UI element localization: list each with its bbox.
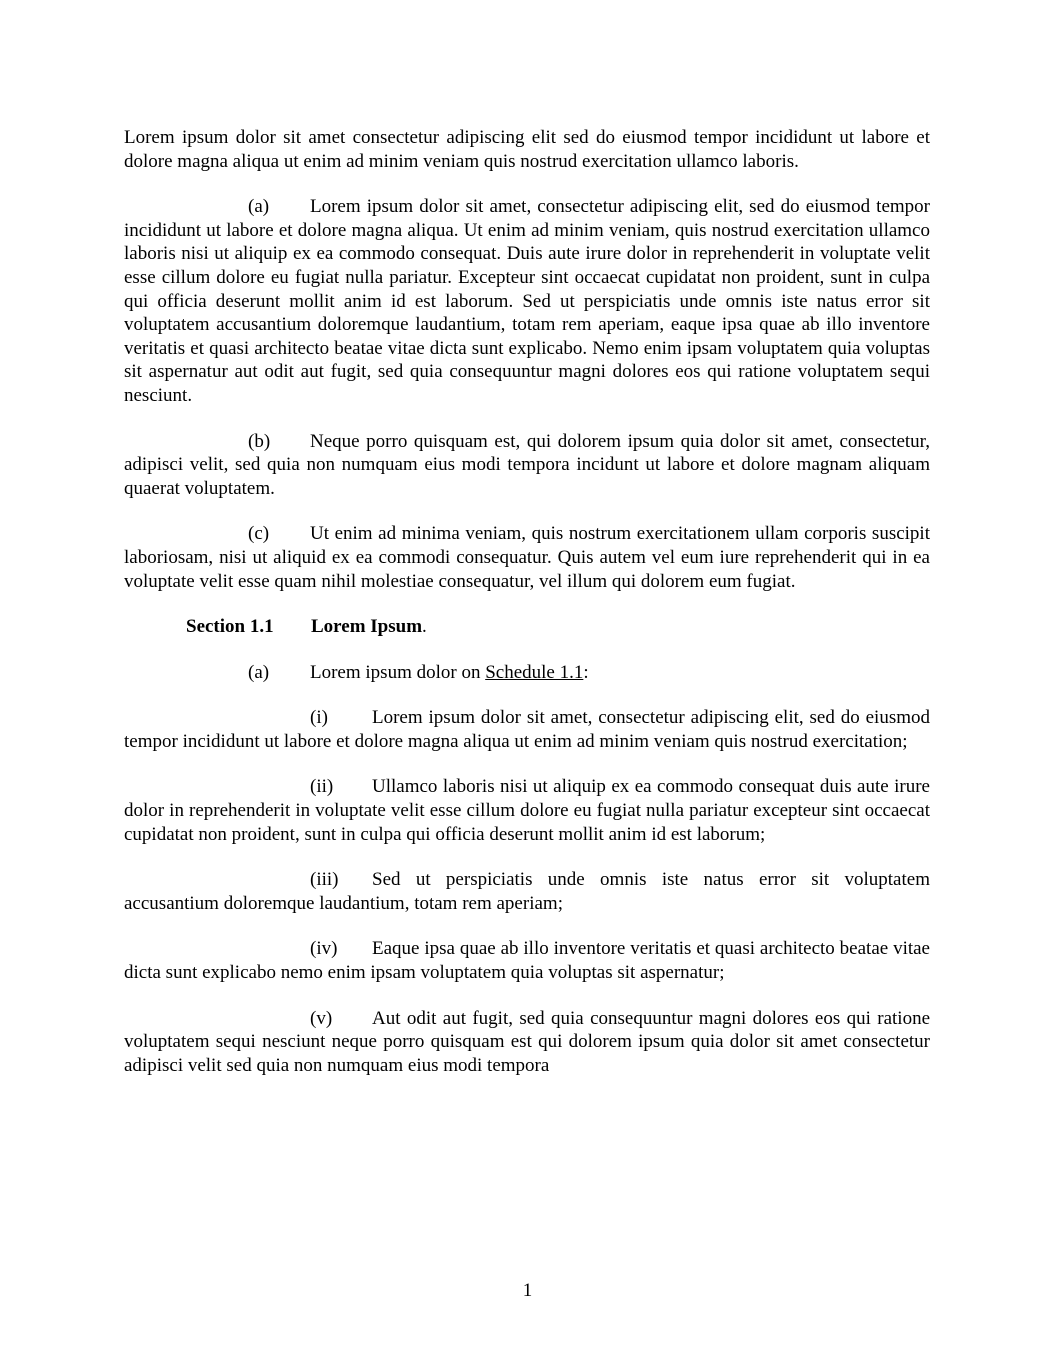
subsection-label: (a) bbox=[248, 661, 270, 683]
section-heading bbox=[186, 615, 930, 639]
paragraph-a bbox=[124, 195, 930, 407]
item-text: Ullamco laboris nisi ut aliquip ex ea commodo consequat duis aute irure dolor in reprehenderit in voluptate velit esse cillum dolore eu fugiat nulla pariatur excepteur sint occaecat cupidatat non proident, sunt in culpa qui officia deserunt mollit anim id est laborum; bbox=[124, 776, 930, 845]
subsection-suffix: : bbox=[583, 661, 589, 683]
paragraph-c bbox=[124, 522, 930, 593]
item-text: Aut odit aut fugit, sed quia consequuntur magni dolores eos qui ratione voluptatem sequi nesciunt neque porro quisquam est qui dolorem ipsum quia dolor sit amet consectetur adipisci velit sed quia non numquam eius modi tempora bbox=[124, 1007, 930, 1076]
section-title: Lorem Ipsum bbox=[311, 616, 423, 638]
paragraph-label: (c) bbox=[248, 523, 270, 545]
item-text: Lorem ipsum dolor sit amet, consectetur adipiscing elit, sed do eiusmod tempor incididunt ut labore et dolore magna aliqua ut enim ad minim veniam quis nostrud exercitation; bbox=[124, 707, 930, 752]
subsection-prefix: Lorem ipsum dolor on bbox=[310, 661, 481, 683]
document-page bbox=[124, 126, 930, 1099]
item-i bbox=[124, 706, 930, 753]
paragraph-label: (a) bbox=[248, 196, 270, 218]
page-number: 1 bbox=[522, 1280, 533, 1301]
item-label: (iii) bbox=[310, 869, 339, 891]
paragraph-text: Lorem ipsum dolor sit amet, consectetur adipiscing elit, sed do eiusmod tempor incididunt ut labore et dolore magna aliqua. Ut enim ad minim veniam, quis nostrud exercitation ullamco laboris nisi ut aliquip ex ea commodo consequat. Duis aute irure dolor in reprehenderit in voluptate velit esse cillum dolore eu fugiat nulla pariatur. Excepteur sint occaecat cupidatat non proident, sunt in culpa qui officia deserunt mollit anim id est laborum. Sed ut perspiciatis unde omnis iste natus error sit voluptatem accusantium doloremque laudantium, totam rem aperiam, eaque ipsa quae ab illo inventore veritatis et quasi architecto beatae vitae dicta sunt explicabo. Nemo enim ipsam voluptatem quia voluptas sit aspernatur aut odit aut fugit, sed quia consequuntur magni dolores eos qui ratione voluptatem sequi nesciunt. bbox=[124, 196, 930, 406]
item-text: Eaque ipsa quae ab illo inventore veritatis et quasi architecto beatae vitae dicta sunt explicabo nemo enim ipsam voluptatem quia voluptas sit aspernatur; bbox=[124, 938, 930, 984]
section-number: Section 1.1 bbox=[186, 616, 274, 638]
paragraph-text: Neque porro quisquam est, qui dolorem ipsum quia dolor sit amet, consectetur, adipisci velit, sed quia non numquam eius modi tempora incidunt ut labore et dolore magnam aliquam quaerat voluptatem. bbox=[124, 430, 930, 499]
item-iv bbox=[124, 937, 930, 984]
continuation-paragraph: Lorem ipsum dolor sit amet consectetur adipiscing elit sed do eiusmod tempor incididunt ut labore et dolore magna aliqua ut enim ad minim veniam quis nostrud exercitation ullamco laboris. bbox=[124, 127, 930, 172]
section-title-period: . bbox=[422, 616, 427, 638]
item-ii bbox=[124, 775, 930, 846]
item-iii bbox=[124, 868, 930, 915]
item-label: (ii) bbox=[310, 776, 334, 798]
paragraph-b bbox=[124, 430, 930, 501]
schedule-reference: Schedule 1.1 bbox=[485, 661, 584, 683]
item-label: (v) bbox=[310, 1007, 333, 1029]
paragraph-label: (b) bbox=[248, 430, 271, 452]
subsection-a bbox=[124, 661, 930, 685]
item-label: (iv) bbox=[310, 938, 338, 960]
item-label: (i) bbox=[310, 707, 328, 729]
paragraph-text: Ut enim ad minima veniam, quis nostrum exercitationem ullam corporis suscipit laboriosam, nisi ut aliquid ex ea commodi consequatur. Quis autem vel eum iure reprehenderit qui in ea voluptate velit esse quam nihil molestiae consequatur, vel illum qui dolorem eum fugiat. bbox=[124, 523, 930, 592]
item-v bbox=[124, 1007, 930, 1078]
item-text: Sed ut perspiciatis unde omnis iste natus error sit voluptatem accusantium doloremque laudantium, totam rem aperiam; bbox=[124, 869, 930, 914]
